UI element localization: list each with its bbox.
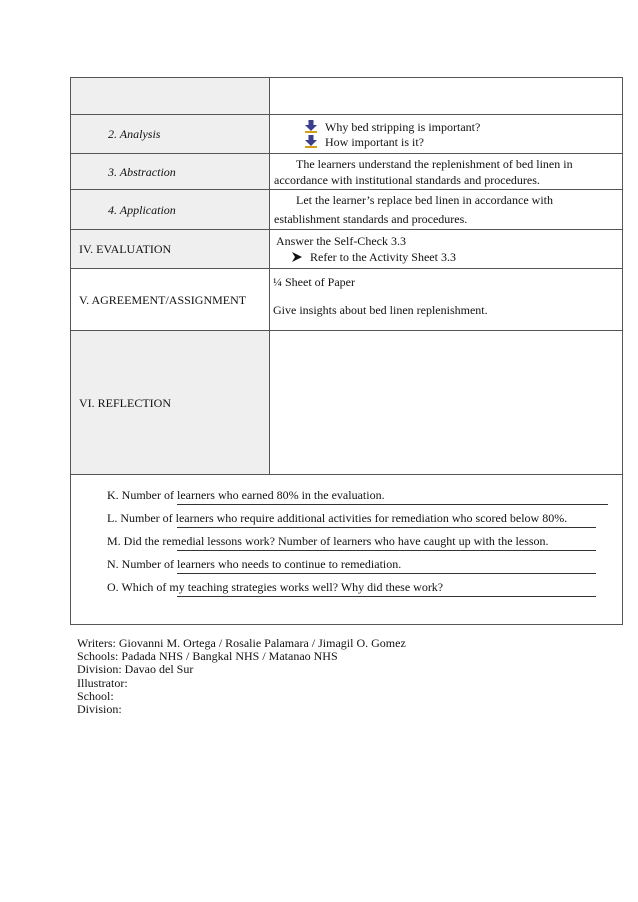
observation-item (107, 575, 612, 598)
answer-line (177, 596, 596, 597)
arrow-down-icon (304, 135, 318, 148)
reflection-content-cell (270, 331, 623, 475)
application-label-cell (71, 190, 270, 230)
evaluation-bullet (270, 249, 622, 265)
arrowhead-bullet-icon (292, 252, 302, 262)
answer-line (177, 527, 596, 528)
answer-line (177, 573, 596, 574)
observation-item (107, 552, 612, 575)
abstraction-label: 3. Abstraction (108, 164, 176, 179)
abstraction-content-cell (270, 154, 623, 190)
analysis-label-cell (71, 115, 270, 154)
observation-item (107, 506, 612, 529)
lesson-plan-table (70, 77, 623, 625)
observation-text: M. Did the remedial lessons work? Number of learners who have caught up with the lesson. (107, 534, 549, 548)
analysis-item-text: Why bed stripping is important? (325, 119, 481, 134)
observation-text: O. Which of my teaching strategies works well? Why did these work? (107, 580, 444, 594)
blank-label-cell (71, 78, 270, 115)
blank-content-cell (270, 78, 623, 115)
assignment-label-cell (71, 269, 270, 331)
evaluation-bullet-text: Refer to the Activity Sheet 3.3 (310, 250, 456, 264)
observation-text: L. Number of learners who require additional activities for remediation who scored below 80%. (107, 511, 568, 525)
application-content-cell (270, 190, 623, 230)
analysis-content-cell (270, 115, 623, 154)
assignment-content-cell (270, 269, 623, 331)
credit-school: School: (77, 688, 114, 703)
credit-illustrator: Illustrator: (77, 675, 128, 690)
table-row-blank (71, 78, 623, 115)
observation-text: N. Number of learners who needs to continue to remediation. (107, 557, 402, 571)
analysis-item-2 (270, 134, 622, 149)
table-row-observations (71, 475, 623, 625)
table-row-abstraction (71, 154, 623, 190)
answer-line (177, 504, 608, 505)
application-text: Let the learner’s replace bed linen in accordance with establishment standards and procedures. (274, 192, 553, 226)
observation-text: K. Number of learners who earned 80% in the evaluation. (107, 488, 385, 502)
evaluation-label-cell (71, 230, 270, 269)
arrow-down-icon (304, 120, 318, 133)
abstraction-text: The learners understand the replenishment of bed linen in accordance with institutional standards and procedures. (274, 156, 573, 187)
analysis-item-text: How important is it? (325, 134, 424, 149)
table-row-assignment (71, 269, 623, 331)
evaluation-label: IV. EVALUATION (79, 242, 172, 256)
assignment-line-2: Give insights about bed linen replenishment. (273, 303, 488, 317)
reflection-label-cell (71, 331, 270, 475)
table-row-application (71, 190, 623, 230)
answer-line (177, 550, 596, 551)
table-row-reflection (71, 331, 623, 475)
table-row-evaluation (71, 230, 623, 269)
observations-cell (71, 475, 623, 625)
evaluation-content-cell (270, 230, 623, 269)
assignment-label: V. AGREEMENT/ASSIGNMENT (79, 292, 247, 307)
abstraction-label-cell (71, 154, 270, 190)
credit-division-2: Division: (77, 702, 122, 717)
analysis-item-1 (270, 119, 622, 134)
credit-schools: Schools: Padada NHS / Bangkal NHS / Matanao NHS (77, 649, 338, 664)
table-row-analysis (71, 115, 623, 154)
application-label: 4. Application (108, 202, 176, 217)
credit-writers: Writers: Giovanni M. Ortega / Rosalie Palamara / Jimagil O. Gomez (77, 636, 406, 650)
credit-division: Division: Davao del Sur (77, 662, 194, 677)
observation-item (107, 529, 612, 552)
analysis-label: 2. Analysis (108, 127, 161, 141)
credits-block (77, 637, 406, 716)
observation-item (107, 483, 612, 506)
assignment-line-1: ¼ Sheet of Paper (273, 275, 355, 289)
evaluation-line: Answer the Self-Check 3.3 (276, 234, 406, 248)
reflection-label: VI. REFLECTION (79, 395, 171, 410)
